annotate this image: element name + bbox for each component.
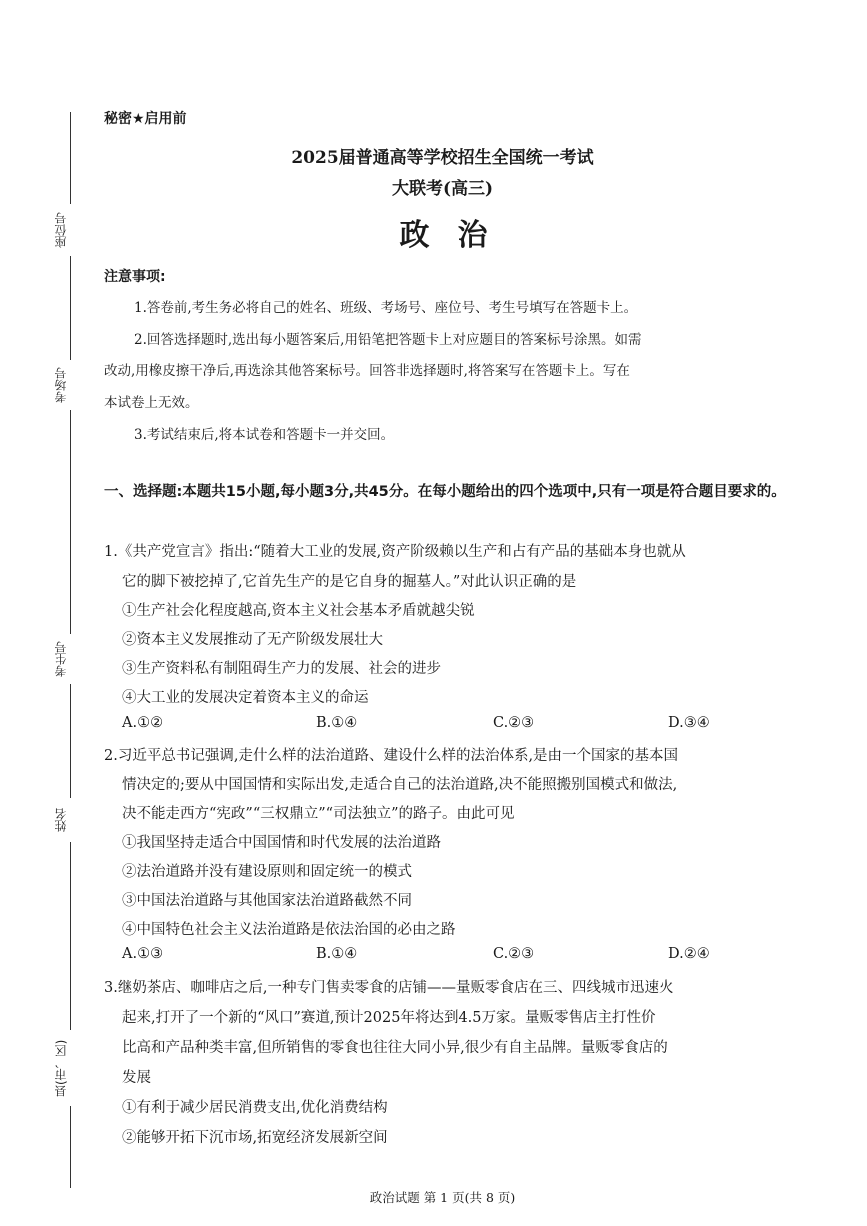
seat-number-label: 座位号 [54,212,68,248]
question-line: 起来,打开了一个新的“风口”赛道,预计2025年将达到4.5万家。量贩零售店主打性价 [122,1010,656,1026]
binding-line [70,842,71,1030]
question-item: ④中国特色社会主义法治道路是依法治国的必由之路 [122,922,456,938]
answer-choice: C.②③ [493,946,535,962]
answer-choice: D.③④ [668,715,710,731]
question-item: ③生产资料私有制阻碍生产力的发展、社会的进步 [122,661,441,677]
binding-line [70,684,71,798]
question-item: ②能够开拓下沉市场,拓宽经济发展新空间 [122,1130,388,1146]
notice-title: 注意事项: [104,269,166,285]
question-line: 情决定的;要从中国国情和实际出发,走适合自己的法治道路,决不能照搬别国模式和做法, [122,777,678,793]
answer-choice: A.①③ [122,946,164,962]
binding-line [70,256,71,360]
exam-subtitle: 大联考(高三) [391,179,494,199]
question-line: 3.继奶茶店、咖啡店之后,一种专门售卖零食的店铺——量贩零食店在三、四线城市迅速火 [104,980,674,996]
student-number-label: 考生号 [54,641,68,677]
answer-choice: C.②③ [493,715,535,731]
answer-choice: B.①④ [316,715,358,731]
question-item: ①有利于减少居民消费支出,优化消费结构 [122,1100,388,1116]
exam-title: 2025届普通高等学校招生全国统一考试 [291,148,594,168]
answer-choice: A.①② [122,715,164,731]
subject-title: 政治 [399,218,516,253]
confidential-mark: 秘密★启用前 [104,111,187,127]
name-label: 姓名 [54,808,68,832]
question-item: ②资本主义发展推动了无产阶级发展壮大 [122,632,383,648]
exam-room-label: 考场号 [54,367,68,403]
binding-line [70,410,71,634]
notice-line: 3.考试结束后,将本试卷和答题卡一并交回。 [134,427,395,443]
answer-choice: D.②④ [668,946,710,962]
binding-line [70,1106,71,1188]
question-item: ③中国法治道路与其他国家法治道路截然不同 [122,893,412,909]
notice-line: 改动,用橡皮擦干净后,再选涂其他答案标号。回答非选择题时,将答案写在答题卡上。写在 [104,363,630,379]
question-item: ②法治道路并没有建设原则和固定统一的模式 [122,864,412,880]
question-line: 比高和产品种类丰富,但所销售的零食也往往大同小异,很少有自主品牌。量贩零食店的 [122,1040,668,1056]
notice-line: 2.回答选择题时,选出每小题答案后,用铅笔把答题卡上对应题目的答案标号涂黑。如需 [134,332,642,348]
question-line: 1.《共产党宣言》指出:“随着大工业的发展,资产阶级赖以生产和占有产品的基础本身也就从 [104,544,686,560]
question-line: 它的脚下被挖掉了,它首先生产的是它自身的掘墓人。”对此认识正确的是 [122,574,577,590]
section-heading: 一、选择题:本题共15小题,每小题3分,共45分。在每小题给出的四个选项中,只有一项是符合题目要求的。 [104,484,786,500]
county-label: 县(市、区) [54,1039,68,1097]
page-footer: 政治试题 第 1 页(共 8 页) [369,1190,516,1205]
question-line: 决不能走西方“宪政”“三权鼎立”“司法独立”的路子。由此可见 [122,806,515,822]
notice-line: 本试卷上无效。 [104,395,199,411]
question-item: ④大工业的发展决定着资本主义的命运 [122,690,369,706]
question-item: ①我国坚持走适合中国国情和时代发展的法治道路 [122,835,441,851]
question-line: 发展 [122,1070,151,1086]
answer-choice: B.①④ [316,946,358,962]
question-line: 2.习近平总书记强调,走什么样的法治道路、建设什么样的法治体系,是由一个国家的基本国 [104,748,679,764]
notice-line: 1.答卷前,考生务必将自己的姓名、班级、考场号、座位号、考生号填写在答题卡上。 [134,300,638,316]
question-item: ①生产社会化程度越高,资本主义社会基本矛盾就越尖锐 [122,603,475,619]
